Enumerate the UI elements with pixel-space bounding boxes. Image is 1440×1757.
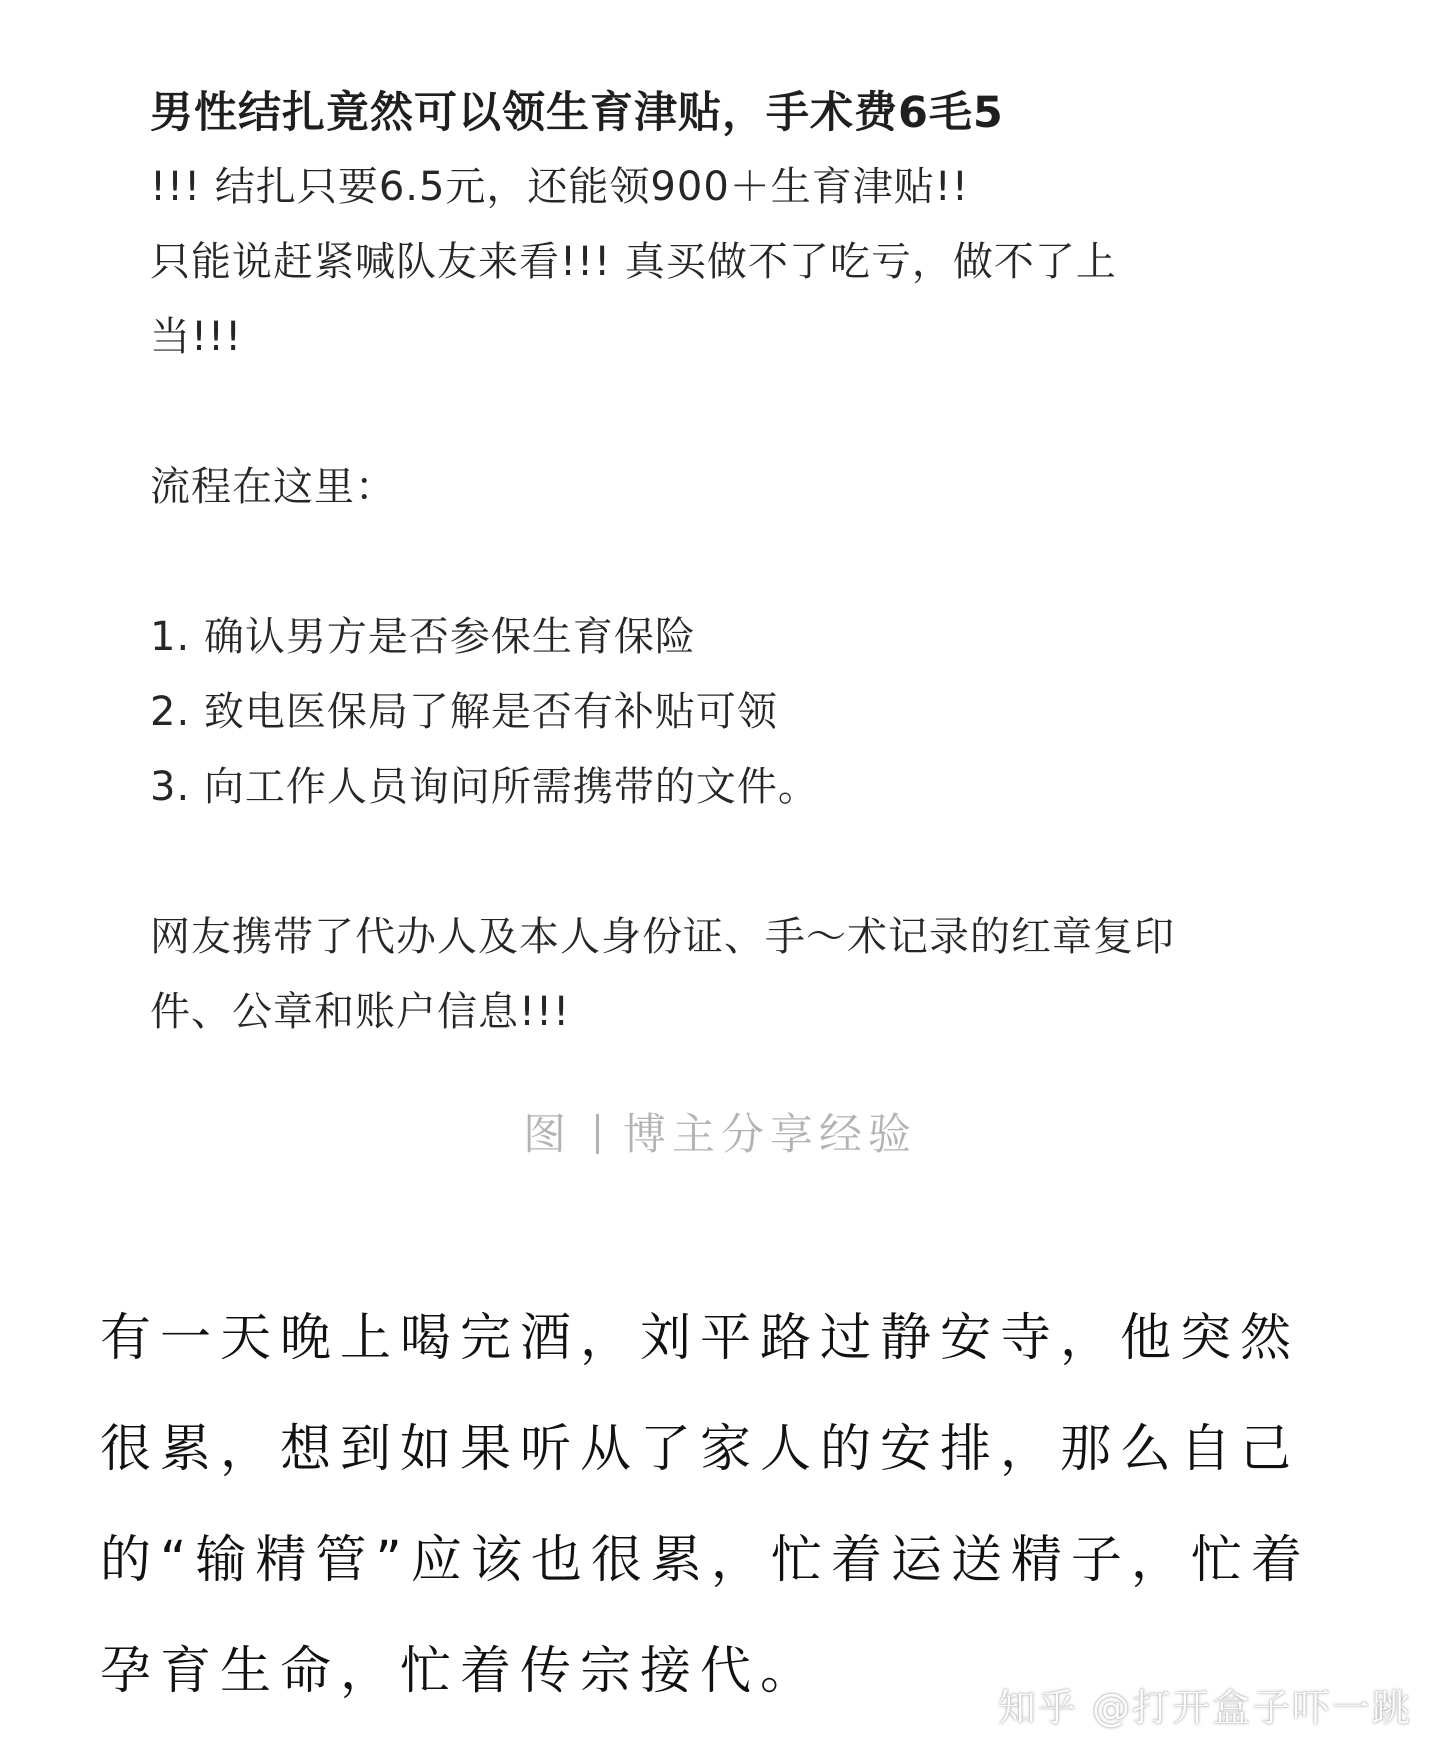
- caption-prefix: 图: [523, 1110, 572, 1160]
- spacer: [150, 825, 1310, 900]
- post-title: 男性结扎竟然可以领生育津贴，手术费6毛5: [150, 88, 1004, 138]
- caption-separator: [596, 1114, 599, 1154]
- process-step: 2. 致电医保局了解是否有补贴可领: [150, 689, 778, 735]
- post-intro-line: 只能说赶紧喊队友来看!!! 真买做不了吃亏，做不了上: [150, 239, 1117, 285]
- caption-text: 博主分享经验: [623, 1110, 917, 1160]
- post-intro-line: 当!!!: [150, 314, 243, 360]
- process-step: 1. 确认男方是否参保生育保险: [150, 614, 696, 660]
- process-steps: [150, 600, 1310, 825]
- image-caption: [0, 1105, 1440, 1165]
- process-step: 3. 向工作人员询问所需携带的文件。: [150, 764, 819, 810]
- post-note-line: 网友携带了代办人及本人身份证、手～术记录的红章复印: [150, 914, 1175, 960]
- process-heading: 流程在这里：: [150, 464, 396, 510]
- article-paragraph: 有一天晚上喝完酒，刘平路过静安寺，他突然很累，想到如果听从了家人的安排，那么自己的“输精管”应该也很累，忙着运送精子，忙着孕育生命，忙着传宗接代。: [100, 1309, 1311, 1701]
- zhihu-watermark: 知乎 @打开盒子吓一跳: [997, 1686, 1412, 1730]
- spacer: [150, 375, 1310, 450]
- spacer: [150, 525, 1310, 600]
- post-body: [150, 150, 1310, 1050]
- quoted-post-screenshot: [150, 78, 1310, 1050]
- post-intro-line: !!! 结扎只要6.5元，还能领900＋生育津贴!!: [150, 164, 969, 210]
- post-note-line: 件、公章和账户信息!!!: [150, 989, 571, 1035]
